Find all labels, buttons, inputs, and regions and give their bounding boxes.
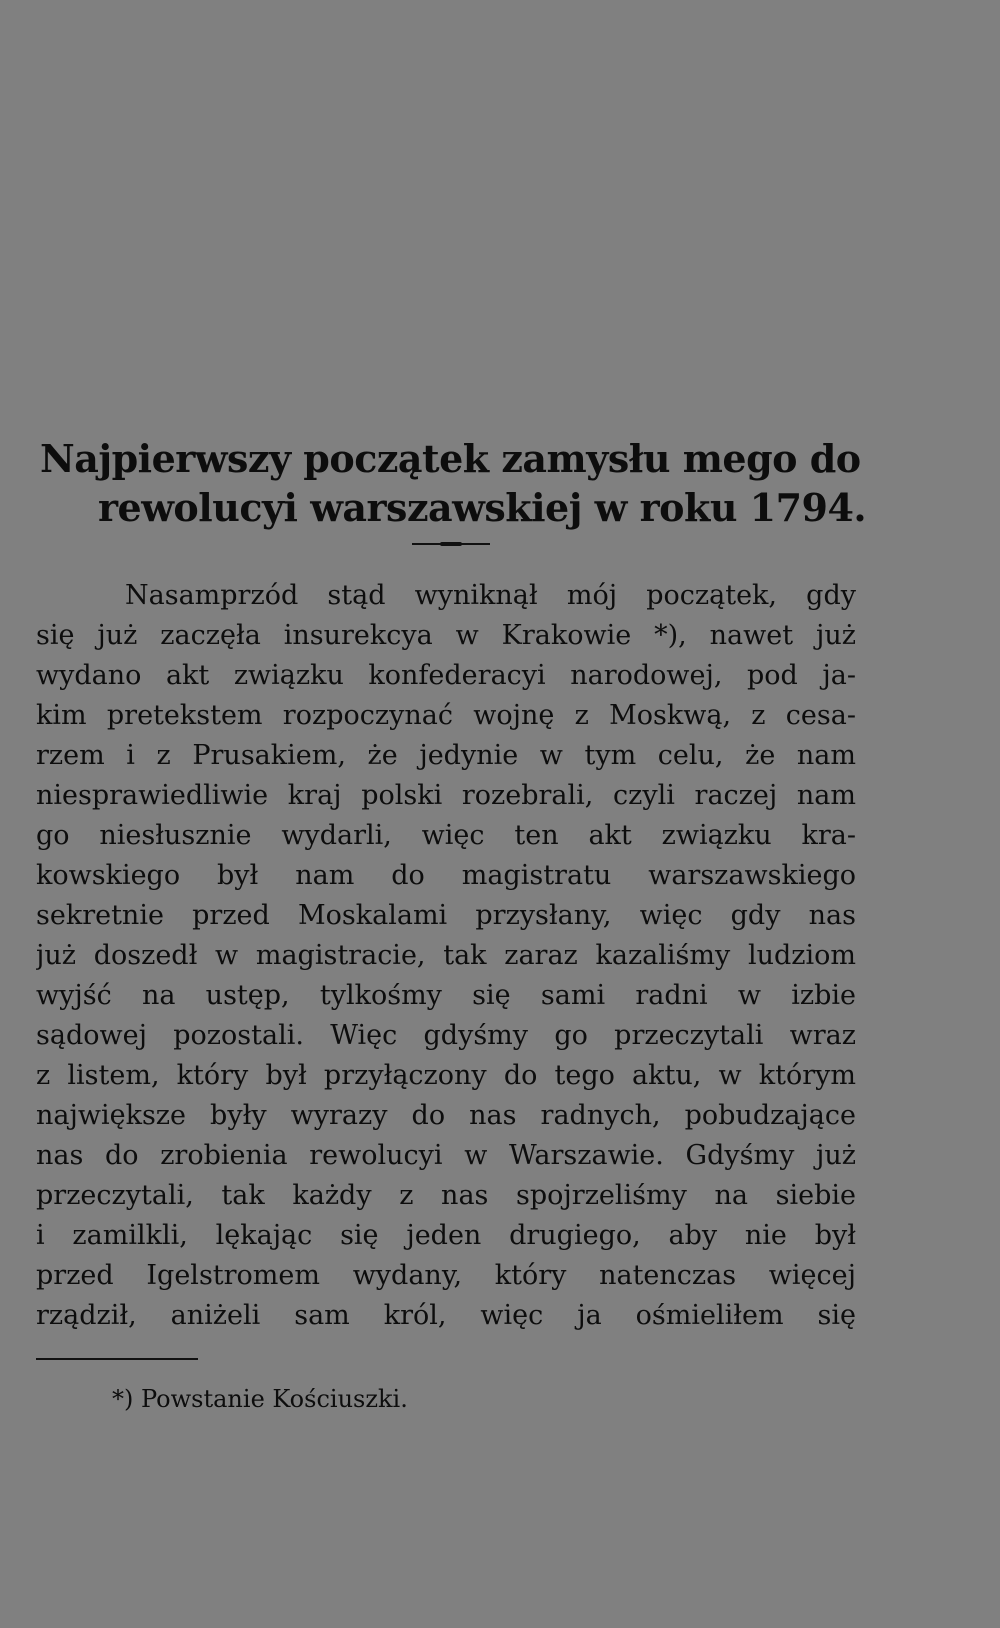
footnote-separator (36, 1358, 198, 1360)
body-line: przeczytali, tak każdy z nas spojrzeliśmy na siebie (36, 1180, 856, 1211)
body-line: Nasamprzód stąd wyniknął mój początek, gdy (125, 580, 856, 611)
body-line: rządził, aniżeli sam król, więc ja ośmieliłem się (36, 1300, 856, 1331)
body-line: go niesłusznie wydarli, więc ten akt związku kra- (36, 820, 856, 851)
body-line: wydano akt związku konfederacyi narodowej, pod ja- (36, 660, 856, 691)
body-line: już doszedł w magistracie, tak zaraz kazaliśmy ludziom (36, 940, 856, 971)
body-line: nas do zrobienia rewolucyi w Warszawie. Gdyśmy już (36, 1140, 856, 1171)
title-separator-ornament (412, 542, 490, 546)
body-line: przed Igelstromem wydany, który natenczas więcej (36, 1260, 856, 1291)
body-line: największe były wyrazy do nas radnych, pobudzające (36, 1100, 856, 1131)
body-line: sekretnie przed Moskalami przysłany, więc gdy nas (36, 900, 856, 931)
chapter-title-line-1: Najpierwszy początek zamysłu mego do (40, 436, 861, 481)
body-line: niesprawiedliwie kraj polski rozebrali, czyli raczej nam (36, 780, 856, 811)
body-line: sądowej pozostali. Więc gdyśmy go przeczytali wraz (36, 1020, 856, 1051)
body-line: wyjść na ustęp, tylkośmy się sami radni w izbie (36, 980, 856, 1011)
body-line: się już zaczęła insurekcya w Krakowie *), nawet już (36, 620, 856, 651)
chapter-title-line-2: rewolucyi warszawskiej w roku 1794. (98, 485, 867, 530)
body-line: kowskiego był nam do magistratu warszawskiego (36, 860, 856, 891)
body-line: rzem i z Prusakiem, że jedynie w tym celu, że nam (36, 740, 856, 771)
body-line: i zamilkli, lękając się jeden drugiego, aby nie był (36, 1220, 856, 1251)
body-line: z listem, który był przyłączony do tego aktu, w którym (36, 1060, 856, 1091)
footnote: *) Powstanie Kościuszki. (112, 1385, 408, 1413)
body-line: kim pretekstem rozpoczynać wojnę z Moskwą, z cesa- (36, 700, 856, 731)
